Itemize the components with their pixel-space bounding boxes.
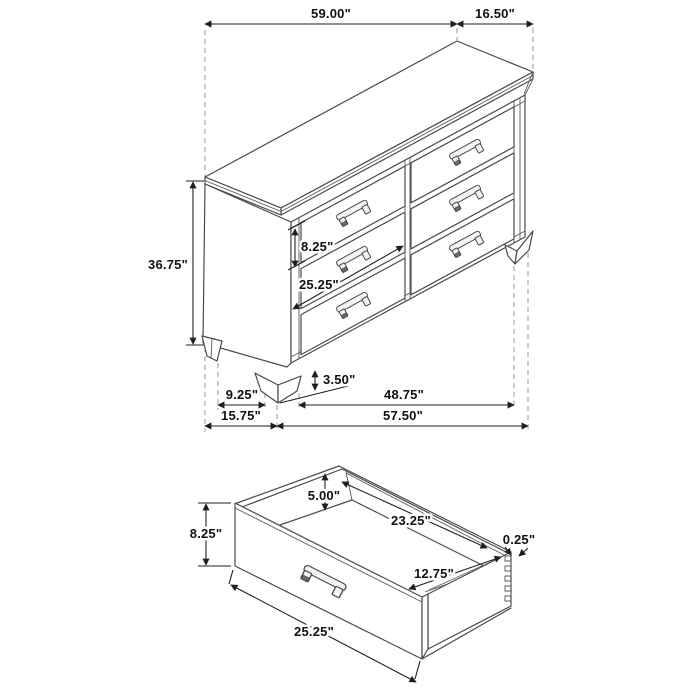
dresser-figure	[148, 6, 533, 432]
dim-label: 48.75"	[384, 387, 424, 402]
dim-top-depth	[457, 6, 533, 24]
dim-drawer-inner-width	[342, 482, 487, 548]
drawer-figure	[190, 466, 535, 682]
dim-label: 3.50"	[323, 372, 356, 387]
dim-label: 0.25"	[502, 532, 536, 547]
dim-label: 12.75"	[414, 566, 454, 581]
dim-label: 8.25"	[189, 526, 223, 541]
dim-side-foot-spacing	[218, 387, 265, 405]
dim-label: 8.25"	[301, 239, 334, 254]
dim-label: 59.00"	[311, 6, 351, 21]
drawer-box	[235, 466, 511, 659]
dim-label: 57.50"	[383, 408, 423, 423]
dim-label: 9.25"	[225, 387, 259, 402]
dim-base-width	[277, 408, 528, 426]
dim-label: 16.50"	[475, 6, 515, 21]
dim-top-width	[205, 6, 457, 24]
dim-label: 25.25"	[299, 277, 339, 292]
dim-overall-height	[148, 181, 204, 345]
dim-label: 5.00"	[307, 488, 341, 503]
dim-side-base-depth	[205, 408, 277, 426]
dim-label: 36.75"	[148, 257, 188, 272]
dim-label: 15.75"	[221, 408, 261, 423]
front-left-foot	[255, 373, 301, 403]
dim-drawer-inner-height	[308, 474, 340, 510]
dim-label: 23.25"	[391, 513, 431, 528]
dim-drawer-face-height2	[190, 503, 231, 566]
dim-label: 25.25"	[294, 624, 334, 639]
